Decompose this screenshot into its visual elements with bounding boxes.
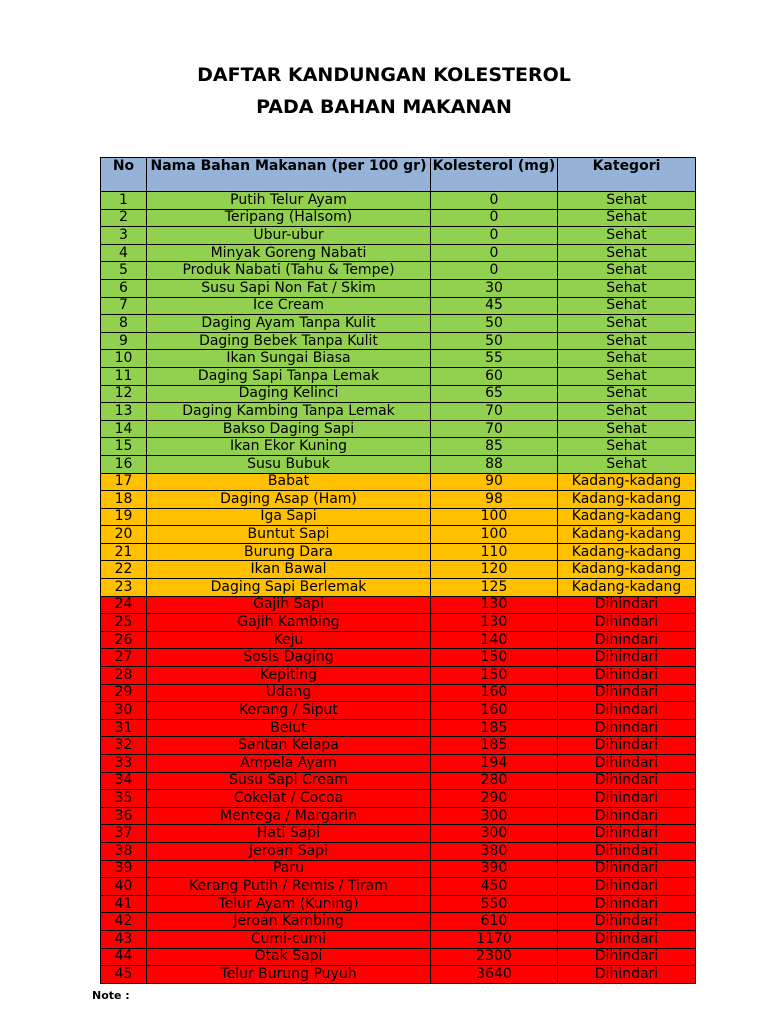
cell-food-name: Putih Telur Ayam xyxy=(147,192,431,210)
table-row xyxy=(101,772,696,790)
cell-cholesterol: 140 xyxy=(431,631,558,649)
table-row xyxy=(101,948,696,966)
cell-cholesterol: 55 xyxy=(431,350,558,368)
cell-category: Dihindari xyxy=(558,719,696,737)
cell-no: 42 xyxy=(101,913,147,931)
cell-cholesterol: 120 xyxy=(431,561,558,579)
note-label: Note : xyxy=(92,989,130,1002)
cell-category: Dihindari xyxy=(558,755,696,773)
cell-category: Dihindari xyxy=(558,596,696,614)
table-row xyxy=(101,860,696,878)
cell-food-name: Sosis Daging xyxy=(147,649,431,667)
cell-no: 37 xyxy=(101,825,147,843)
cell-category: Dihindari xyxy=(558,667,696,685)
table-row xyxy=(101,684,696,702)
table-row xyxy=(101,455,696,473)
cell-category: Dihindari xyxy=(558,895,696,913)
cell-food-name: Kepiting xyxy=(147,667,431,685)
cell-cholesterol: 1170 xyxy=(431,930,558,948)
cell-category: Sehat xyxy=(558,367,696,385)
cell-cholesterol: 125 xyxy=(431,579,558,597)
cell-category: Kadang-kadang xyxy=(558,491,696,509)
cell-cholesterol: 110 xyxy=(431,543,558,561)
table-row xyxy=(101,244,696,262)
table-row xyxy=(101,332,696,350)
cell-food-name: Babat xyxy=(147,473,431,491)
table-row xyxy=(101,262,696,280)
cell-no: 24 xyxy=(101,596,147,614)
cell-no: 40 xyxy=(101,878,147,896)
cell-food-name: Susu Sapi Cream xyxy=(147,772,431,790)
cell-cholesterol: 98 xyxy=(431,491,558,509)
cell-food-name: Belut xyxy=(147,719,431,737)
cell-food-name: Daging Kelinci xyxy=(147,385,431,403)
page-title-line-1: DAFTAR KANDUNGAN KOLESTEROL xyxy=(197,64,571,86)
cell-food-name: Buntut Sapi xyxy=(147,526,431,544)
cell-food-name: Minyak Goreng Nabati xyxy=(147,244,431,262)
cell-food-name: Kerang / Siput xyxy=(147,702,431,720)
cell-food-name: Burung Dara xyxy=(147,543,431,561)
cell-no: 43 xyxy=(101,930,147,948)
cell-no: 16 xyxy=(101,455,147,473)
cell-cholesterol: 2300 xyxy=(431,948,558,966)
page-title-line-2: PADA BAHAN MAKANAN xyxy=(256,96,512,118)
cell-no: 12 xyxy=(101,385,147,403)
cell-cholesterol: 130 xyxy=(431,614,558,632)
cell-no: 7 xyxy=(101,297,147,315)
cell-food-name: Udang xyxy=(147,684,431,702)
table-row xyxy=(101,596,696,614)
cell-no: 18 xyxy=(101,491,147,509)
cell-category: Dihindari xyxy=(558,790,696,808)
cell-category: Dihindari xyxy=(558,702,696,720)
table-row xyxy=(101,491,696,509)
cell-category: Kadang-kadang xyxy=(558,526,696,544)
cell-no: 1 xyxy=(101,192,147,210)
cell-category: Dihindari xyxy=(558,948,696,966)
cell-cholesterol: 160 xyxy=(431,702,558,720)
cell-no: 22 xyxy=(101,561,147,579)
table-row xyxy=(101,825,696,843)
cell-food-name: Ikan Bawal xyxy=(147,561,431,579)
cell-food-name: Bakso Daging Sapi xyxy=(147,420,431,438)
cell-category: Kadang-kadang xyxy=(558,543,696,561)
cholesterol-table xyxy=(100,157,696,984)
cell-cholesterol: 85 xyxy=(431,438,558,456)
cell-food-name: Mentega / Margarin xyxy=(147,807,431,825)
cell-category: Dihindari xyxy=(558,772,696,790)
header-cholesterol: Kolesterol (mg) xyxy=(431,158,558,192)
cell-no: 21 xyxy=(101,543,147,561)
cell-food-name: Jeroan Kambing xyxy=(147,913,431,931)
header-no: No xyxy=(101,158,147,192)
table-row xyxy=(101,737,696,755)
cell-cholesterol: 380 xyxy=(431,842,558,860)
cell-cholesterol: 150 xyxy=(431,667,558,685)
cell-no: 26 xyxy=(101,631,147,649)
cell-category: Sehat xyxy=(558,227,696,245)
cell-category: Sehat xyxy=(558,403,696,421)
cell-no: 30 xyxy=(101,702,147,720)
cell-category: Dihindari xyxy=(558,878,696,896)
table-row xyxy=(101,702,696,720)
table-row xyxy=(101,579,696,597)
cell-food-name: Paru xyxy=(147,860,431,878)
table-row xyxy=(101,526,696,544)
cell-cholesterol: 0 xyxy=(431,244,558,262)
cell-no: 14 xyxy=(101,420,147,438)
cell-cholesterol: 100 xyxy=(431,526,558,544)
table-row xyxy=(101,755,696,773)
table-body xyxy=(101,192,696,984)
table-row xyxy=(101,315,696,333)
cell-cholesterol: 300 xyxy=(431,825,558,843)
cell-food-name: Cumi-cumi xyxy=(147,930,431,948)
table-row xyxy=(101,614,696,632)
cell-food-name: Daging Sapi Berlemak xyxy=(147,579,431,597)
table-row xyxy=(101,561,696,579)
cell-no: 36 xyxy=(101,807,147,825)
cell-category: Sehat xyxy=(558,297,696,315)
cell-no: 25 xyxy=(101,614,147,632)
table-row xyxy=(101,895,696,913)
cell-food-name: Ikan Ekor Kuning xyxy=(147,438,431,456)
cell-no: 3 xyxy=(101,227,147,245)
cell-cholesterol: 280 xyxy=(431,772,558,790)
cell-cholesterol: 0 xyxy=(431,209,558,227)
cell-category: Kadang-kadang xyxy=(558,508,696,526)
cell-category: Dihindari xyxy=(558,930,696,948)
cell-no: 15 xyxy=(101,438,147,456)
cell-category: Dihindari xyxy=(558,614,696,632)
cell-food-name: Daging Sapi Tanpa Lemak xyxy=(147,367,431,385)
cell-category: Dihindari xyxy=(558,860,696,878)
cell-food-name: Daging Bebek Tanpa Kulit xyxy=(147,332,431,350)
cell-no: 5 xyxy=(101,262,147,280)
cell-category: Sehat xyxy=(558,244,696,262)
table-row xyxy=(101,842,696,860)
table-header xyxy=(101,158,696,192)
cell-category: Kadang-kadang xyxy=(558,579,696,597)
cell-cholesterol: 70 xyxy=(431,403,558,421)
cell-no: 6 xyxy=(101,279,147,297)
cell-no: 33 xyxy=(101,755,147,773)
cell-food-name: Ubur-ubur xyxy=(147,227,431,245)
cell-category: Sehat xyxy=(558,209,696,227)
cell-category: Sehat xyxy=(558,420,696,438)
cell-food-name: Telur Ayam (Kuning) xyxy=(147,895,431,913)
table-row xyxy=(101,930,696,948)
cell-no: 35 xyxy=(101,790,147,808)
cell-cholesterol: 0 xyxy=(431,192,558,210)
header-category: Kategori xyxy=(558,158,696,192)
cell-food-name: Daging Asap (Ham) xyxy=(147,491,431,509)
cell-food-name: Daging Ayam Tanpa Kulit xyxy=(147,315,431,333)
cell-no: 23 xyxy=(101,579,147,597)
table-row xyxy=(101,966,696,984)
cell-no: 4 xyxy=(101,244,147,262)
cell-category: Sehat xyxy=(558,279,696,297)
table-row xyxy=(101,508,696,526)
cell-cholesterol: 30 xyxy=(431,279,558,297)
cell-cholesterol: 0 xyxy=(431,227,558,245)
cell-no: 17 xyxy=(101,473,147,491)
cell-food-name: Teripang (Halsom) xyxy=(147,209,431,227)
cell-category: Sehat xyxy=(558,350,696,368)
cell-food-name: Keju xyxy=(147,631,431,649)
cell-cholesterol: 88 xyxy=(431,455,558,473)
cell-category: Kadang-kadang xyxy=(558,473,696,491)
header-food-name: Nama Bahan Makanan (per 100 gr) xyxy=(147,158,431,192)
table-row xyxy=(101,227,696,245)
cell-food-name: Ampela Ayam xyxy=(147,755,431,773)
cell-no: 10 xyxy=(101,350,147,368)
cell-category: Dihindari xyxy=(558,966,696,984)
cell-category: Dihindari xyxy=(558,913,696,931)
cell-no: 20 xyxy=(101,526,147,544)
cell-cholesterol: 90 xyxy=(431,473,558,491)
table-row xyxy=(101,297,696,315)
table-row xyxy=(101,913,696,931)
table-row xyxy=(101,385,696,403)
cell-food-name: Gajih Kambing xyxy=(147,614,431,632)
cell-category: Dihindari xyxy=(558,737,696,755)
cell-category: Sehat xyxy=(558,332,696,350)
cell-category: Dihindari xyxy=(558,807,696,825)
table-row xyxy=(101,543,696,561)
table-row xyxy=(101,403,696,421)
cell-no: 19 xyxy=(101,508,147,526)
cell-category: Kadang-kadang xyxy=(558,561,696,579)
cell-cholesterol: 65 xyxy=(431,385,558,403)
table-row xyxy=(101,667,696,685)
table-row xyxy=(101,790,696,808)
cell-cholesterol: 194 xyxy=(431,755,558,773)
cell-category: Dihindari xyxy=(558,631,696,649)
cell-cholesterol: 610 xyxy=(431,913,558,931)
cell-food-name: Hati Sapi xyxy=(147,825,431,843)
cell-food-name: Kerang Putih / Remis / Tiram xyxy=(147,878,431,896)
cell-cholesterol: 290 xyxy=(431,790,558,808)
cell-no: 13 xyxy=(101,403,147,421)
cell-no: 8 xyxy=(101,315,147,333)
cell-food-name: Susu Bubuk xyxy=(147,455,431,473)
cell-category: Dihindari xyxy=(558,649,696,667)
cell-cholesterol: 50 xyxy=(431,315,558,333)
cell-food-name: Ikan Sungai Biasa xyxy=(147,350,431,368)
cell-category: Sehat xyxy=(558,455,696,473)
cell-food-name: Ice Cream xyxy=(147,297,431,315)
cell-no: 9 xyxy=(101,332,147,350)
cell-no: 32 xyxy=(101,737,147,755)
cell-cholesterol: 60 xyxy=(431,367,558,385)
cell-cholesterol: 45 xyxy=(431,297,558,315)
cell-no: 44 xyxy=(101,948,147,966)
cell-food-name: Jeroan Sapi xyxy=(147,842,431,860)
table-row xyxy=(101,420,696,438)
cell-category: Sehat xyxy=(558,385,696,403)
table-row xyxy=(101,807,696,825)
table-row xyxy=(101,367,696,385)
table-row xyxy=(101,350,696,368)
cell-no: 38 xyxy=(101,842,147,860)
cell-cholesterol: 300 xyxy=(431,807,558,825)
cell-food-name: Santan Kelapa xyxy=(147,737,431,755)
cell-cholesterol: 550 xyxy=(431,895,558,913)
table-row xyxy=(101,279,696,297)
cell-food-name: Produk Nabati (Tahu & Tempe) xyxy=(147,262,431,280)
cell-no: 27 xyxy=(101,649,147,667)
cell-no: 29 xyxy=(101,684,147,702)
cell-category: Sehat xyxy=(558,438,696,456)
cell-cholesterol: 150 xyxy=(431,649,558,667)
cell-food-name: Gajih Sapi xyxy=(147,596,431,614)
table-row xyxy=(101,438,696,456)
cell-no: 45 xyxy=(101,966,147,984)
cell-cholesterol: 390 xyxy=(431,860,558,878)
cell-food-name: Daging Kambing Tanpa Lemak xyxy=(147,403,431,421)
cell-food-name: Cokelat / Cocoa xyxy=(147,790,431,808)
cell-cholesterol: 185 xyxy=(431,737,558,755)
cell-no: 11 xyxy=(101,367,147,385)
cell-category: Dihindari xyxy=(558,684,696,702)
cell-no: 39 xyxy=(101,860,147,878)
cell-food-name: Iga Sapi xyxy=(147,508,431,526)
table-row xyxy=(101,719,696,737)
table-row xyxy=(101,473,696,491)
cell-food-name: Otak Sapi xyxy=(147,948,431,966)
cell-no: 34 xyxy=(101,772,147,790)
cell-cholesterol: 450 xyxy=(431,878,558,896)
table-row xyxy=(101,192,696,210)
cell-cholesterol: 130 xyxy=(431,596,558,614)
cell-category: Sehat xyxy=(558,315,696,333)
cell-food-name: Susu Sapi Non Fat / Skim xyxy=(147,279,431,297)
cell-category: Dihindari xyxy=(558,825,696,843)
cell-category: Sehat xyxy=(558,192,696,210)
cell-cholesterol: 70 xyxy=(431,420,558,438)
table-row xyxy=(101,209,696,227)
table-row xyxy=(101,649,696,667)
cell-cholesterol: 50 xyxy=(431,332,558,350)
cell-cholesterol: 0 xyxy=(431,262,558,280)
table-row xyxy=(101,878,696,896)
cell-no: 28 xyxy=(101,667,147,685)
cell-no: 41 xyxy=(101,895,147,913)
table-header-row xyxy=(101,158,696,192)
cell-cholesterol: 160 xyxy=(431,684,558,702)
cell-food-name: Telur Burung Puyuh xyxy=(147,966,431,984)
cell-cholesterol: 3640 xyxy=(431,966,558,984)
cell-cholesterol: 100 xyxy=(431,508,558,526)
cell-cholesterol: 185 xyxy=(431,719,558,737)
cell-category: Sehat xyxy=(558,262,696,280)
table-row xyxy=(101,631,696,649)
cell-category: Dihindari xyxy=(558,842,696,860)
cell-no: 31 xyxy=(101,719,147,737)
cell-no: 2 xyxy=(101,209,147,227)
